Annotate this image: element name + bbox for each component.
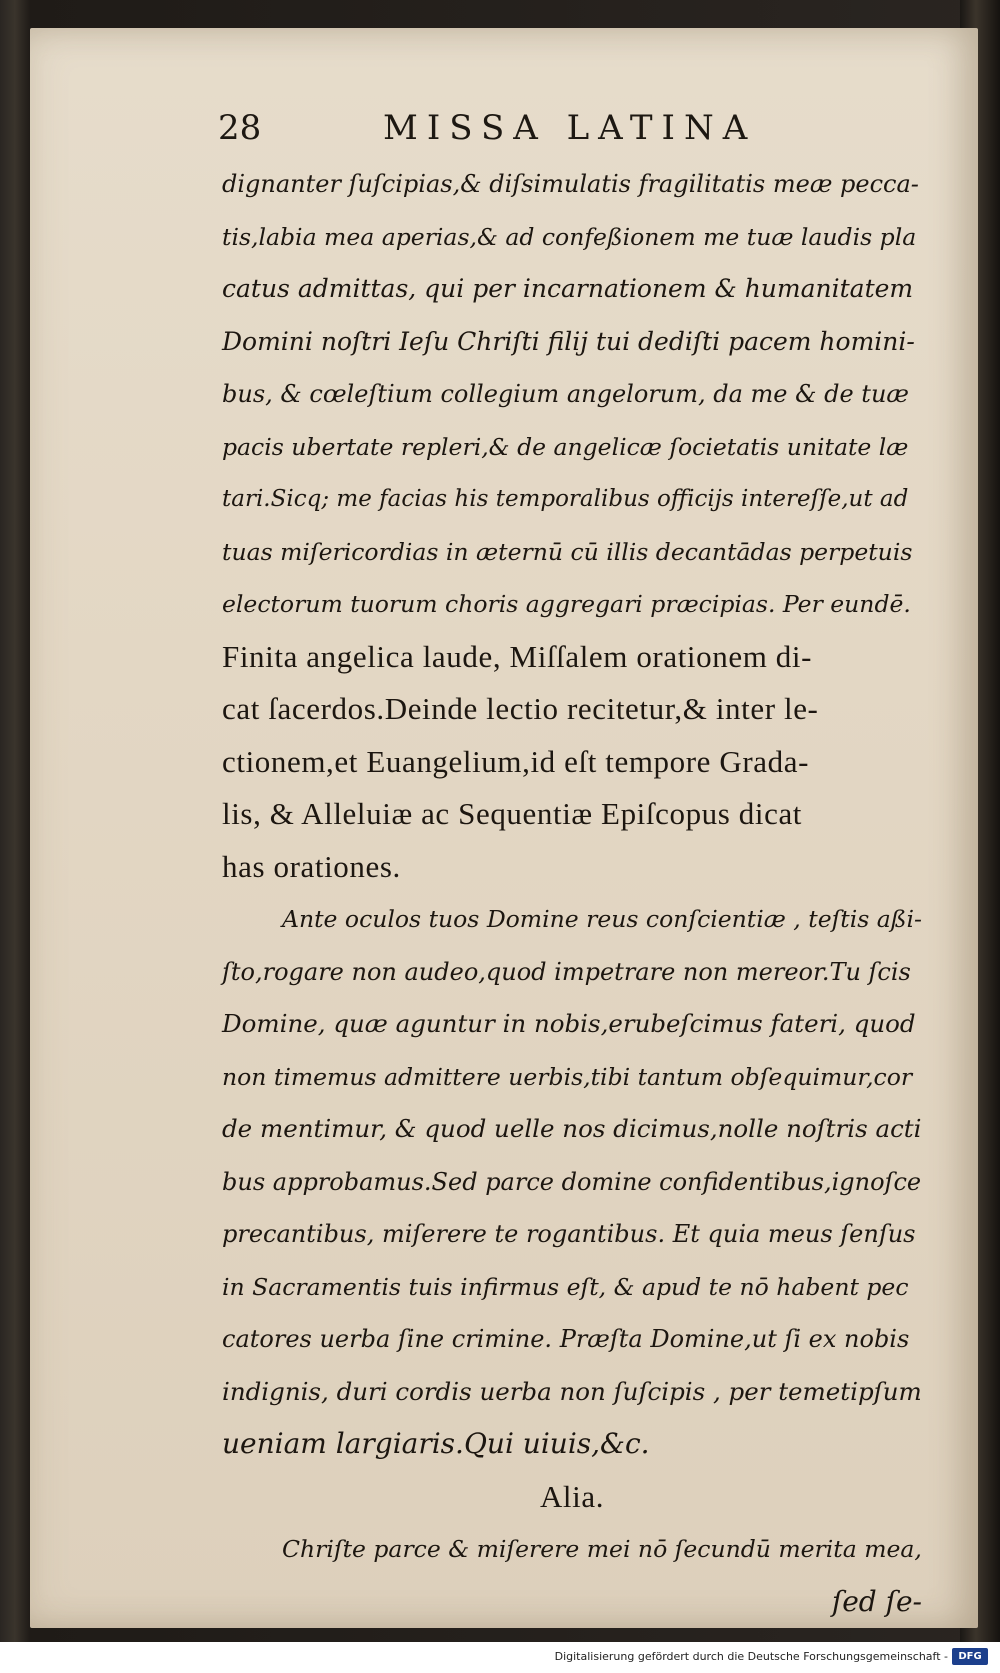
footer-credit: Digitalisierung gefördert durch die Deutsche Forschungsgemeinschaft - bbox=[554, 1650, 948, 1663]
text-line: catores uerba ſine crimine. Præſta Domine,ut ſi ex nobis bbox=[222, 1325, 910, 1353]
text-line: has orationes. bbox=[222, 848, 401, 884]
text-line: de mentimur, & quod uelle nos dicimus,nolle noſtris acti bbox=[222, 1114, 922, 1143]
text-line: catus admittas, qui per incarnationem & humanitatem bbox=[222, 274, 914, 303]
text-line: cat ſacerdos.Deinde lectio recitetur,& inter le- bbox=[222, 691, 819, 726]
dfg-logo-icon: DFG bbox=[952, 1648, 988, 1665]
text-line: ueniam largiaris.Qui uiuis,&c. bbox=[222, 1427, 650, 1460]
text-line: Ante oculos tuos Domine reus conſcientiæ , teſtis aßi- bbox=[282, 905, 922, 933]
text-line: tuas miſericordias in æternū cū illis decantādas perpetuis bbox=[222, 537, 913, 566]
text-line: in Sacramentis tuis infirmus eſt, & apud te nō habent pec bbox=[222, 1272, 909, 1301]
text-line: lis, & Alleluiæ ac Sequentiæ Epiſcopus dicat bbox=[222, 796, 803, 831]
text-line: Finita angelica laude, Miſſalem orationem di- bbox=[222, 638, 812, 674]
text-line: ctionem,et Euangelium,id eſt tempore Grada- bbox=[222, 743, 810, 779]
text-line: ſed ſe- bbox=[831, 1584, 922, 1618]
text-block bbox=[222, 158, 922, 1628]
text-line: Chriſte parce & miſerere mei nō ſecundū merita mea, bbox=[282, 1535, 922, 1563]
text-line: tis,labia mea aperias,& ad confeßionem me tuæ laudis pla bbox=[222, 222, 917, 251]
text-line: pacis ubertate repleri,& de angelicæ ſocietatis unitate læ bbox=[222, 432, 909, 461]
text-line: non timemus admittere uerbis,tibi tantum obſequimur,cor bbox=[222, 1062, 913, 1091]
text-line: Alia. bbox=[539, 1478, 605, 1514]
text-line: electorum tuorum choris aggregari præcipias. Per eundē. bbox=[222, 590, 911, 618]
page-header bbox=[218, 108, 798, 158]
footer bbox=[0, 1642, 1000, 1673]
text-line: bus, & cœleſtium collegium angelorum, da me & de tuæ bbox=[222, 380, 909, 408]
page-number: 28 bbox=[218, 108, 262, 148]
text-line: dignanter ſuſcipias,& diſsimulatis fragilitatis meæ pecca- bbox=[222, 170, 919, 198]
text-line: precantibus, miſerere te rogantibus. Et quia meus ſenſus bbox=[222, 1220, 916, 1248]
text-line: Domine, quæ aguntur in nobis,erubeſcimus fateri, quod bbox=[222, 1009, 916, 1038]
text-line: indignis, duri cordis uerba non ſuſcipis , per temetipſum bbox=[222, 1376, 922, 1406]
text-line: tari.Sicq; me facias his temporalibus officijs intereſſe,ut ad bbox=[222, 486, 909, 512]
text-line: ſto,rogare non audeo,quod impetrare non mereor.Tu ſcis bbox=[222, 957, 911, 986]
text-line: Domini noſtri Ieſu Chriſti filij tui dediſti pacem homini- bbox=[222, 326, 915, 356]
running-head: MISSA LATINA bbox=[383, 108, 757, 148]
text-line: bus approbamus.Sed parce domine confidentibus,ignoſce bbox=[222, 1167, 922, 1196]
